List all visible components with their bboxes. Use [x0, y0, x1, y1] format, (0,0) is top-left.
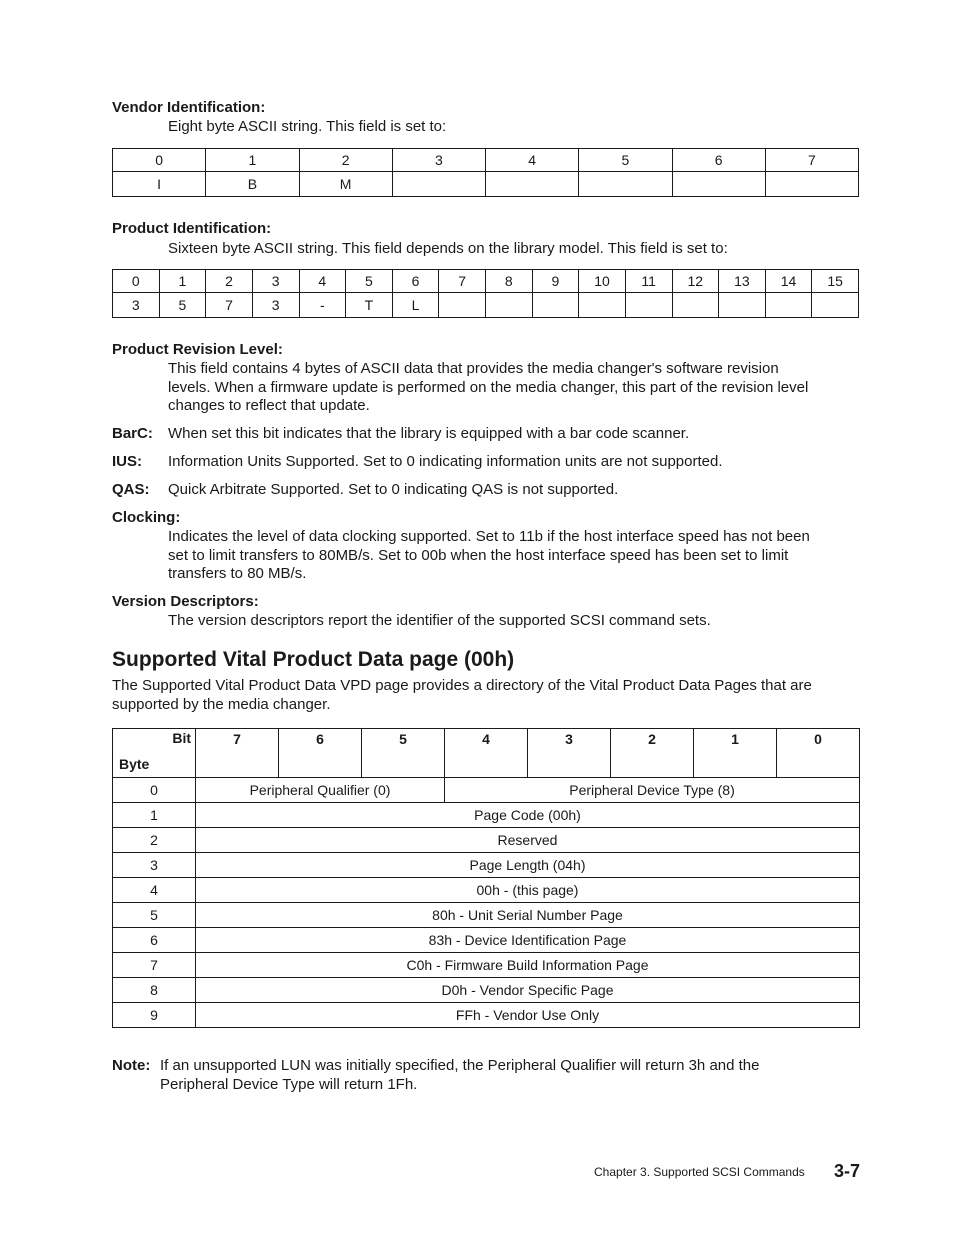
note-line-2: Peripheral Device Type will return 1Fh. [160, 1076, 418, 1093]
product-value-cell [812, 293, 859, 318]
product-value-cell [532, 293, 579, 318]
vendor-value-cell [392, 172, 485, 197]
section-intro-line-1: The Supported Vital Product Data VPD page provides a directory of the Vital Product Data Pages that are [112, 677, 812, 694]
product-header-cell: 12 [672, 270, 719, 293]
product-value-cell [486, 293, 533, 318]
table-row [113, 853, 860, 878]
byte-cell: 0 [113, 778, 196, 803]
vpd-page-table [112, 728, 860, 1028]
product-header-cell: 13 [719, 270, 766, 293]
page-number: 3-7 [834, 1161, 861, 1181]
product-id-desc: Sixteen byte ASCII string. This field depends on the library model. This field is set to: [168, 240, 728, 257]
ius-term: IUS: [112, 453, 142, 470]
product-value-cell [579, 293, 626, 318]
product-value-cell [765, 293, 812, 318]
vendor-id-table [112, 148, 859, 197]
byte-cell: 2 [113, 828, 196, 853]
footer-chapter: Chapter 3. Supported SCSI Commands [594, 1165, 805, 1179]
product-header-cell: 0 [113, 270, 160, 293]
product-value-cell: - [299, 293, 346, 318]
bit-header-cell: 3 [528, 729, 611, 778]
product-header-cell: 6 [392, 270, 439, 293]
table-row [113, 878, 860, 903]
product-header-cell: 7 [439, 270, 486, 293]
byte-cell: 4 [113, 878, 196, 903]
product-header-cell: 14 [765, 270, 812, 293]
vendor-value-cell: I [113, 172, 206, 197]
barc-term: BarC: [112, 425, 153, 442]
vendor-value-cell [579, 172, 672, 197]
revision-term: Product Revision Level: [112, 341, 283, 358]
byte-cell: 6 [113, 928, 196, 953]
clocking-term: Clocking: [112, 509, 181, 526]
bit-header-cell: 6 [279, 729, 362, 778]
vendor-header-cell: 7 [765, 149, 858, 172]
section-heading: Supported Vital Product Data page (00h) [112, 648, 515, 671]
qas-term: QAS: [112, 481, 150, 498]
product-value-cell: T [346, 293, 393, 318]
product-header-cell: 3 [252, 270, 299, 293]
vendor-value-cell [765, 172, 858, 197]
product-value-cell [719, 293, 766, 318]
product-value-cell: 3 [113, 293, 160, 318]
bit-header-cell: 5 [362, 729, 445, 778]
bit-header-cell: 7 [196, 729, 279, 778]
vendor-header-cell: 6 [672, 149, 765, 172]
product-value-cell [625, 293, 672, 318]
product-value-cell [672, 293, 719, 318]
note-term: Note: [112, 1057, 151, 1074]
vendor-header-cell: 2 [299, 149, 392, 172]
product-id-table [112, 269, 859, 318]
field-cell: D0h - Vendor Specific Page [196, 978, 860, 1003]
vendor-value-cell: M [299, 172, 392, 197]
product-header-cell: 2 [206, 270, 253, 293]
field-cell: 83h - Device Identification Page [196, 928, 860, 953]
clocking-desc-line-1: Indicates the level of data clocking supported. Set to 11b if the host interface speed has not been [168, 528, 810, 545]
byte-label: Byte [119, 756, 150, 772]
product-header-cell: 10 [579, 270, 626, 293]
product-value-cell [439, 293, 486, 318]
vendor-header-cell: 1 [206, 149, 299, 172]
bit-header-cell: 2 [611, 729, 694, 778]
section-intro-line-2: supported by the media changer. [112, 696, 331, 713]
product-header-cell: 8 [486, 270, 533, 293]
table-row [113, 978, 860, 1003]
bit-header-cell: 4 [445, 729, 528, 778]
product-value-cell: L [392, 293, 439, 318]
table-row [113, 803, 860, 828]
table-row [113, 903, 860, 928]
table-row [113, 928, 860, 953]
vendor-id-term: Vendor Identification: [112, 99, 266, 116]
vendor-header-cell: 3 [392, 149, 485, 172]
product-header-cell: 4 [299, 270, 346, 293]
field-cell: Page Code (00h) [196, 803, 860, 828]
byte-cell: 5 [113, 903, 196, 928]
field-cell: Page Length (04h) [196, 853, 860, 878]
table-row [113, 778, 860, 803]
field-cell: 00h - (this page) [196, 878, 860, 903]
clocking-desc-line-3: transfers to 80 MB/s. [168, 565, 307, 582]
byte-cell: 9 [113, 1003, 196, 1028]
vendor-header-cell: 0 [113, 149, 206, 172]
product-header-cell: 11 [625, 270, 672, 293]
product-value-cell: 5 [159, 293, 206, 318]
field-cell: Reserved [196, 828, 860, 853]
field-cell: FFh - Vendor Use Only [196, 1003, 860, 1028]
product-header-cell: 15 [812, 270, 859, 293]
note-line-1: If an unsupported LUN was initially specified, the Peripheral Qualifier will return 3h and the [160, 1057, 760, 1074]
revision-desc-line-1: This field contains 4 bytes of ASCII data that provides the media changer's software revision [168, 360, 779, 377]
bit-label: Bit [172, 730, 191, 746]
byte-cell: 7 [113, 953, 196, 978]
table-row [113, 828, 860, 853]
qas-desc: Quick Arbitrate Supported. Set to 0 indicating QAS is not supported. [168, 481, 619, 498]
product-id-term: Product Identification: [112, 220, 272, 237]
vendor-header-cell: 4 [486, 149, 579, 172]
clocking-desc-line-2: set to limit transfers to 80MB/s. Set to 00b when the host interface speed has been set to limit [168, 547, 789, 564]
bit-header-cell: 0 [777, 729, 860, 778]
version-desc: The version descriptors report the identifier of the supported SCSI command sets. [168, 612, 711, 629]
byte-cell: 1 [113, 803, 196, 828]
product-header-cell: 1 [159, 270, 206, 293]
vendor-header-cell: 5 [579, 149, 672, 172]
byte-cell: 3 [113, 853, 196, 878]
field-cell: C0h - Firmware Build Information Page [196, 953, 860, 978]
peripheral-qualifier-cell: Peripheral Qualifier (0) [196, 778, 445, 803]
product-value-cell: 7 [206, 293, 253, 318]
vendor-value-cell [486, 172, 579, 197]
vendor-value-cell [672, 172, 765, 197]
table-row [113, 953, 860, 978]
revision-desc-line-3: changes to reflect that update. [168, 397, 370, 414]
vendor-id-desc: Eight byte ASCII string. This field is set to: [168, 118, 447, 135]
product-header-cell: 5 [346, 270, 393, 293]
peripheral-device-type-cell: Peripheral Device Type (8) [445, 778, 860, 803]
byte-cell: 8 [113, 978, 196, 1003]
table-row [113, 1003, 860, 1028]
version-term: Version Descriptors: [112, 593, 259, 610]
bit-header-cell: 1 [694, 729, 777, 778]
ius-desc: Information Units Supported. Set to 0 indicating information units are not supported. [168, 453, 723, 470]
barc-desc: When set this bit indicates that the library is equipped with a bar code scanner. [168, 425, 690, 442]
bit-byte-corner-cell [113, 729, 196, 778]
revision-desc-line-2: levels. When a firmware update is performed on the media changer, this part of the revision level [168, 379, 809, 396]
product-value-cell: 3 [252, 293, 299, 318]
product-header-cell: 9 [532, 270, 579, 293]
field-cell: 80h - Unit Serial Number Page [196, 903, 860, 928]
vendor-value-cell: B [206, 172, 299, 197]
